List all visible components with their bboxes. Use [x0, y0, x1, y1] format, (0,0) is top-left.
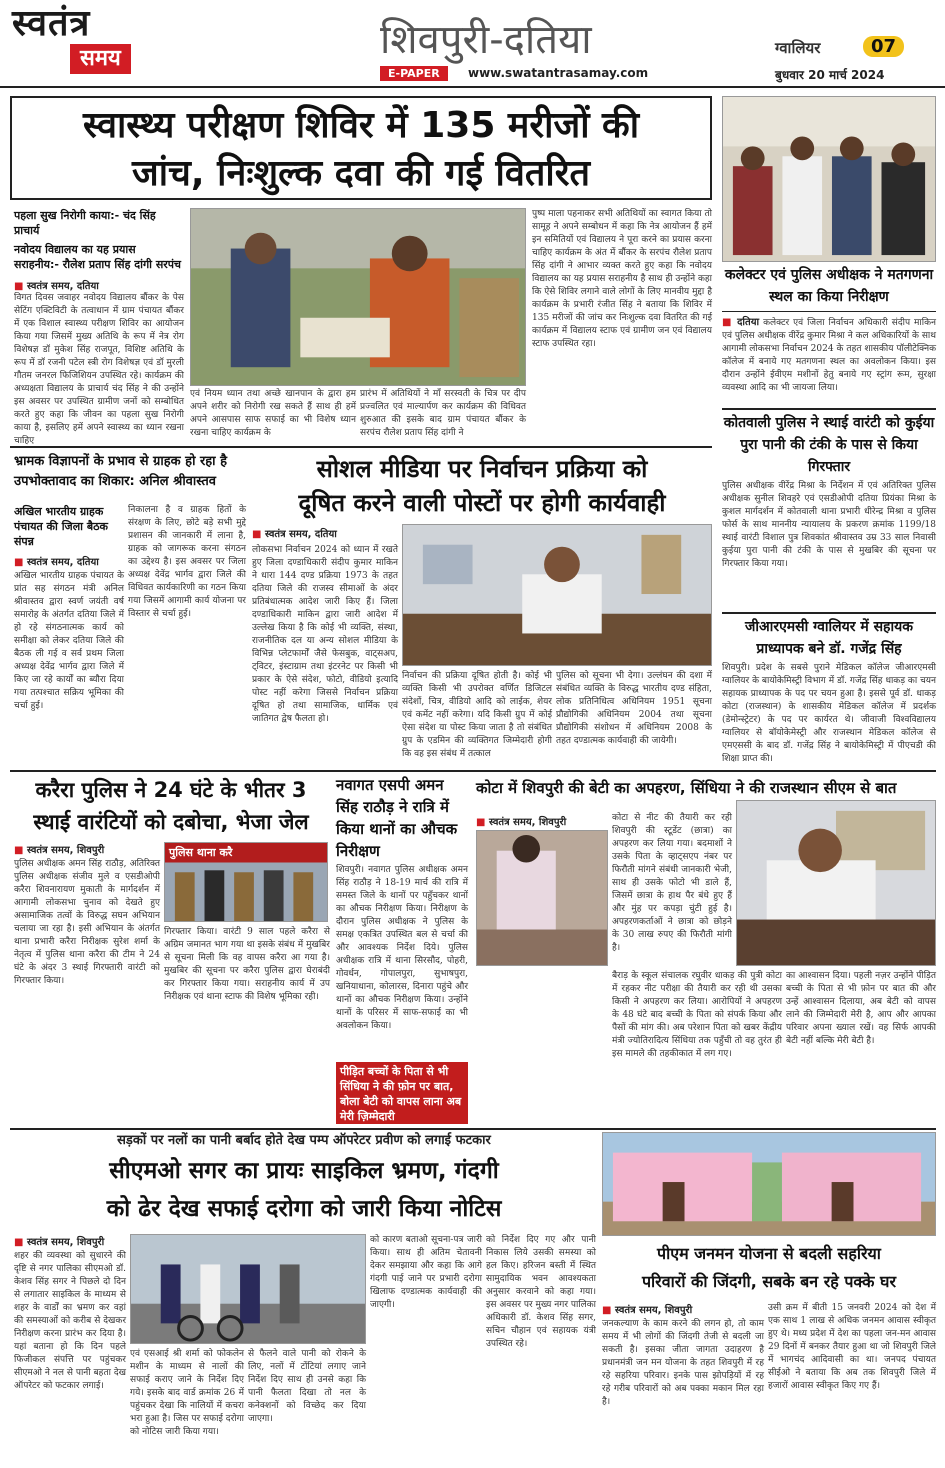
story3-byline: ■ स्वतंत्र समय, दतिया	[252, 526, 392, 540]
story1-subhead2: नवोदय विद्यालय का यह प्रयास सराहनीय:- रौलेश प्रताप सिंह दांगी सरपंच	[14, 243, 182, 271]
masthead	[0, 0, 945, 88]
police-station-sign: पुलिस थाना करै	[169, 846, 233, 859]
site-url[interactable]: www.swatantrasamay.com	[468, 66, 649, 80]
story1-text4: पुष्प माला पहनाकर सभी अतिथियों का स्वागत किया तो सामूह ने अपने सम्बोधन में कहा कि नेत्र आयोजन हैं हमें इन समितियों एवं विद्यालय ने पूरा करने का प्रयास करना चाहिए कार्यक्रम के अंत में बौंकर के सरपंच रौलेश प्रताप सिंह दांगी ने आभार व्यक्त करते हुए कहा कि नवोदय विद्यालय का यह प्रयास सराहनीय है साथ ही उन्होंने कहा कि ऐसे शिविर लगाने वाले लोगों के लिए मानवीय मुद्दा है कार्यक्रम के प्रभारी रंजीत सिंह ने बताया कि शिविर में 135 मरीजों की जांच कर निःशुल्क दवा वितरित की गई कार्यक्रम में विद्यालय स्टाफ एवं ग्रामीण जन एवं विद्यालय स्टाफ उपस्थित रहा।	[532, 209, 712, 349]
story1-text3: प्रारंभ में अतिथियों ने माँ सरस्वती के चित्र पर दीप प्रज्वलित एवं माल्यार्पण कर कार्यक्रम की विधिवत शुरुआत की इसके बाद ग्राम पंचायत बौंकर के सरपंच रौलेश प्रताप सिंह दांगी ने	[360, 389, 526, 438]
story7-headline-line2: को ढेर देख सफाई दरोगा को जारी किया नोटिस	[106, 1196, 502, 1222]
story3-text1: लोकसभा निर्वाचन 2024 को ध्यान में रखते हुए जिला दण्डाधिकारी संदीप कुमार माकिन ने धारा 144 दण्ड प्रक्रिया 1973 के तहत दतिया जिले की राजस्व सीमाओं के अंदर प्रतिबंधात्मक आदेश जारी किए हैं। जिला दण्डाधिकारी माकिन द्वारा जारी आदेश में उल्लेख किया है कि कोई भी व्यक्ति, संस्था, राजनीतिक दल या अन्य सोशल मीडिया के विभिन्न प्लेटफार्मों जैसे फेसबुक, वाट्सअप, ट्विटर, इंस्टाग्राम तथा इंटरनेट पर किसी भी प्रकार के ऐसे संदेश, फोटो, वीडियो इत्यादि पोस्ट नहीं करेगा जिससे निर्वाचन प्रक्रिया दूषित हो तथा सामाजिक, धार्मिक एवं जातिगत द्वेष फैलता हो।	[252, 545, 398, 724]
divider	[722, 612, 936, 614]
kotwali-text: पुलिस अधीक्षक वीरेंद्र मिश्रा के निर्देशन में एवं अतिरिक्त पुलिस अधीक्षक सुनील शिवहरे एवं एसडीओपी दतिया प्रियंका मिश्रा के कुशल मार्गदर्शन में कोतवाली थाना प्रभारी धीरेन्द्र मिश्रा व पुलिस फोर्स के साथ माननीय न्यायालय के प्रकरण क्रमांक 1199/18 स्थाई वारंटी विशाल पुत्र शिवकांत श्रीवास्तव उम्र 33 साल निवासी कुईया पुरा पानी की टंकी के पास से मुखबिर की सूचना पर गिरफ्तार किया गया।	[722, 481, 936, 569]
divider	[10, 1128, 936, 1130]
inspection-byline: ■ दतिया	[722, 317, 759, 328]
story6-photo-victim	[476, 830, 608, 966]
story4-text1: पुलिस अधीक्षक अमन सिंह राठौड़, अतिरिक्त पुलिस अधीक्षक संजीव मुले व एसडीओपी करैरा शिवनारायण मुकाती के मार्गदर्शन में आगामी लोकसभा चुनाव को देखते हुए असामाजिक तत्वों के विरुद्ध सघन अभियान चलाया जा रहा है। इसी अभियान के अंतर्गत थाना प्रभारी करैरा निरीक्षक सुरेश शर्मा के नेतृत्व में पुलिस थाना करैरा की टीम ने 24 घंटे के अंदर 3 स्थाई गिरफ्तारी वारंटी को गिरफ्तार किया।	[14, 859, 160, 986]
pm-janman-houses-photo	[603, 1133, 935, 1235]
story4-headline-box	[12, 774, 330, 840]
grmc-text: शिवपुरी। प्रदेश के सबसे पुराने मेडिकल कॉलेज जीआरएमसी ग्वालियर के बायोकेमिस्ट्री विभाग में डॉ. गजेंद्र सिंह धाकड़ का चयन सहायक प्राध्यापक के पद पर चयन हुआ है। इससे पूर्व डॉ. धाकड़ कोटा (राजस्थान) के शासकीय मेडिकल कॉलेज में प्रदर्शक (डेमोन्स्ट्रेटर) के पद पर कार्यरत थे। जीवाजी विश्वविद्यालय ग्वालियर से बॉयोकेमेस्ट्री और राजस्थान मेडिकल कॉलेज से एमएससी के बाद डॉ. गजेंद्र सिंह ने बायोकेमिस्ट्री में पीएचडी की शिक्षा प्राप्त की।	[722, 663, 936, 764]
city-name: ग्वालियर	[775, 39, 821, 57]
story6-text2: बैराड़ के स्कूल संचालक रघुवीर धाकड़ की पुत्री कोटा में रहकर नीट परीक्षा की तैयारी कर रही थी उसका किसी ने अपहरण कर लिया। आरोपियों ने अपहरण के 48 घंटे बाद बच्ची के पिता को संपर्क किया और पैसों की मांग की। अब परेशान पिता को खबर केंद्रीय मंत्री ज्योतिरादित्य सिंधिया तक पहुँची तो वह तुरंत ही इस मामले की तहकीकात में लग गए।	[612, 971, 782, 1059]
story8-headline-line1: पीएम जनमन योजना से बदली सहरिया	[657, 1244, 881, 1263]
story4-headline-line1: करैरा पुलिस ने 24 घंटे के भीतर 3	[35, 778, 307, 802]
story7-byline: ■ स्वतंत्र समय, शिवपुरी	[14, 1234, 154, 1248]
inspection-photo	[722, 96, 936, 262]
story7-text4: को कारण बताओ सूचना-पत्र जारी किया। साथ ही अतिम चेतावनी देकर समझाया और कहा कि आगे गंदगी पाई जाने पर प्रभारी दरोगा खिलाफ दण्डात्मक कार्यवाही की जाएगी।	[370, 1235, 482, 1310]
story1-text2: एवं नियम ध्यान तथा अच्छे खानपान के द्वारा हम अपने शरीर को निरोगी रख सकते हैं साथ ही हमें अपने आसपास साफ सफाई का भी विशेष ध्यान रखना चाहिए कार्यक्रम के	[190, 389, 356, 438]
health-camp-photo	[191, 209, 525, 385]
story5-red-caption: पीड़ित बच्चों के पिता से भी सिंधिया ने की फ़ोन पर बात, बोला बेटी को वापस लाना अब मेरी ज़िम्मेदारी	[336, 1062, 468, 1124]
inspection-body: कलेक्टर एवं जिला निर्वाचन अधिकारी संदीप माकिन एवं पुलिस अधीक्षक वीरेंद्र कुमार मिश्रा ने कल अधिकारियों के साथ आगामी लोकसभा निर्वाचन 2024 के तहत शासकीय पॉलीटेक्निक कॉलेज में बनाये गए मतगणना स्थल का अवलोकन किया। इस दौरान उन्होंने ईवीएम मशीनों हेतु बनाये गए स्ट्रांग रूम, सुरक्षा व्यवस्था आदि का भी जायजा लिया।	[722, 318, 936, 393]
story7-text2: एवं एसआई श्री शर्मा को फोकलेन मशीन के माध्यम से नालों की सफाई कराए जाने के निर्देश दिए गये। इसके बाद वार्ड क्रमांक 26 में पहुंचकर देखा कि नालियों में कचरा भरा हुआ है। जिस पर सफाई दरोगा को नोटिस जारी किया गया।	[130, 1349, 244, 1437]
divider	[10, 770, 936, 772]
story4-text2: गिरफ्तार किया। वारंटी 9 साल पहले करैरा से अग्रिम जमानत भाग गया था इसके संबंध में मुखबिर से सूचना मिली कि वह वापस करैरा आ गया है। मुखबिर की सूचना पर करैरा पुलिस द्वारा घेराबंदी कर गिरफ्तार किया गया। सराहनीय कार्य में उप निरीक्षक एवं थाना स्टाफ की विशेष भूमिका रही।	[164, 927, 330, 1002]
story8-headline-line2: परिवारों की जिंदगी, सबके बन रहे पक्के घर	[641, 1272, 897, 1291]
minister-phone-photo	[737, 801, 935, 965]
story1-byline: ■ स्वतंत्र समय, दतिया	[14, 278, 184, 292]
story4-headline-line2: स्थाई वारंटियों को दबोचा, भेजा जेल	[33, 810, 309, 834]
story1-subhead1: पहला सुख निरोगी काया:- चंद सिंह प्राचार्य	[14, 209, 156, 237]
story2-subhead: अखिल भारतीय ग्राहक पंचायत की जिला बैठक संपन्न	[14, 505, 108, 548]
story8-photo	[602, 1132, 936, 1236]
divider	[722, 311, 936, 312]
victim-photo	[477, 831, 607, 965]
grmc-headline: जीआरएमसी ग्वालियर में सहायक प्राध्यापक बने डॉ. गजेंद्र सिंह	[745, 619, 913, 657]
story6-headline: कोटा में शिवपुरी की बेटी का अपहरण, सिंधिया ने की राजस्थान सीएम से बात	[476, 779, 897, 797]
story1-subheads	[14, 208, 184, 292]
epaper-label: E-PAPER	[380, 66, 448, 81]
story6-text1: कोटा से नीट की तैयारी कर रही शिवपुरी की स्टूडेंट (छात्रा) का अपहरण कर लिया गया। बदमाशों ने उसके पिता के व्हाट्सएप नंबर पर फिरौती मांगने संबंधी जानकारी भेजी, साथ ही उसके फोटो भी डाले हैं, जिसमें छात्रा के हाथ पैर बंधे हुए हैं और मुंह पर कपड़ा चुंटी हुई है। अपहरणकर्ताओं ने छात्रा को छोड़ने के 30 लाख रुपए की फिरौती मांगी है।	[612, 813, 732, 953]
story6-photo-minister	[736, 800, 936, 966]
kotwali-headline: कोतवाली पुलिस ने स्थाई वारंटी को कुईया पुरा पानी की टंकी के पास से किया गिरफ्तार	[723, 415, 935, 475]
story1-photo	[190, 208, 526, 386]
inspection-caption: कलेक्टर एवं पुलिस अधीक्षक ने मतगणना स्थल का किया निरीक्षण	[724, 267, 934, 305]
story7-text5: को निर्देश दिए गए और पानी निकास लिये उसकी समस्या को हल किए। हरिजन बस्ती में स्थित सामुदायिक भवन आवश्यकता अनुसार करवाने को कहा गया। इस अवसर पर मुख्य नगर पालिका अधिकारी डॉ. केशव सिंह सगर, सचिन चौहान एवं सहायक यंत्री उपस्थित रहे।	[486, 1235, 596, 1349]
story2-headline: भ्रामक विज्ञापनों के प्रभाव से ग्राहक हो रहा है उपभोक्तावाद का शिकार: अनिल श्रीवास्तव	[14, 454, 227, 489]
story1-text1: विगत दिवस जवाहर नवोदय विद्यालय बौंकर के पेस सेटिंग एक्टिविटी के तत्वाधान में ग्राम पंचायत बौंकर में एक विशाल स्वास्थ्य परीक्षण शिविर का आयोजन किया गया जिसमें मुख्य अतिथि के रूप में नेत्र रोग विशेषज्ञ डॉ मुकेश सिंह राजपूत, विशिष्ट अतिथि के रूप में डॉ रजनी पटेल स्त्री रोग विशेषज्ञ एवं डॉ मुरली गौतम जनरल फिजिशियन उपस्थित रहे। कार्यक्रम की अध्यक्षता विद्यालय के प्राचार्य चंद सिंह ने की उन्होंने इस अवसर पर उपस्थित ग्रामीण जनों को सम्बोधित करते हुए कहा कि जीवन का पहला सुख निरोगी काया है, इसलिए हमें अपने स्वास्थ्य का ध्यान रखना चाहिए	[14, 293, 184, 446]
story4-byline: ■ स्वतंत्र समय, शिवपुरी	[14, 842, 154, 856]
story7-headline-line1: सीएमओ सगर का प्रायः साइकिल भ्रमण, गंदगी	[109, 1158, 499, 1184]
story8-headline-box	[602, 1240, 936, 1300]
story5-text1: शिवपुरी। नवागत पुलिस अधीक्षक अमन सिंह राठौड़ ने 18-19 मार्च की रात्रि में समस्त जिले के थानों पर पहुँचकर थानों का औचक निरीक्षण किया। निरीक्षण के दौरान पुलिस अधीक्षक ने पुलिस के समक्ष एकत्रित उपस्थित बल से चर्चा की और आवश्यक निर्देश दिये। पुलिस अधीक्षक रात्रि में थाना सिरसौद, पोहरी, गोवर्धन, गोपालपुरा, सुभाषपुरा, खनियाधाना, कोलारस, दिनारा पहुंचे और थानों का औचक निरीक्षण किया। उन्होंने थानों के परिसर में साफ-सफाई का भी अवलोकन किया।	[336, 865, 468, 1031]
story6-byline: ■ स्वतंत्र समय, शिवपुरी	[476, 814, 606, 828]
story5-headline: नवागत एसपी अमन सिंह राठौड़ ने रात्रि में किया थानों का औचक निरीक्षण	[336, 776, 458, 860]
story7-photo	[130, 1234, 366, 1344]
inspection-text	[722, 316, 936, 406]
divider	[10, 446, 712, 448]
edition-title: शिवपुरी-दतिया	[380, 17, 592, 63]
story7-text1: शहर की व्यवस्था को सुधारने की दृष्टि से नगर पालिका सीएमओ डॉ. केशव सिंह सगर ने पिछले दो दिन से लगातार साइकिल के माध्यम से शहर के वार्डों का भ्रमण कर वहां की समस्याओं को करीब से देखकर निरीक्षण करना प्रारंभ कर दिया है। यहां बताना हो कि दिन पहले फिजीकल संपत्ति पर पहुंचकर सीएमओ ने नल से पानी बहता देख ऑपरेटर को फटकार लगाई।	[14, 1251, 126, 1391]
story3-text2: निर्वाचन की प्रक्रिया दूषित होती है। कोई भी व्यक्ति किसी भी उपरोक्त वर्णित डिजिटल संदेशों, चित्र, वीडियो आदि को लाईक, शेयर एवं कमेंट नहीं करेगा। यदि किसी ग्रुप में कोई ऐसा संदेश या पोस्ट किया जाता है तो संबंधित ग्रुप के एडमिन की व्यक्तिगत जिम्मेदारी होगी कि वह इस संबंध में तत्काल	[402, 671, 552, 759]
story8-text2: उसी क्रम में बीती 15 जनवरी 2024 को देश में एक साथ 1 लाख से अधिक जनमन आवास स्वीकृत हुए थे। मध्य प्रदेश में देश का पहला जन-मन आवास 29 दिनों में बनकर तैयार हुआ था जो शिवपुरी जिले में भागचंद आदिवासी का था। जनपद पंचायत सीईओ ने बताया कि अब तक शिवपुरी जिले में हजारों आवास स्वीकृत किए गए हैं।	[768, 1303, 936, 1391]
story1-headline-line1: स्वास्थ्य परीक्षण शिविर में 135 मरीजों की	[82, 105, 640, 146]
city-page-box	[775, 36, 935, 60]
story2-text1: अखिल भारतीय ग्राहक पंचायत के प्रांत सह संगठन मंत्री अनिल श्रीवास्तव द्वारा स्वर्ण जयंती वर्ष समारोह के अंतर्गत दतिया जिले में हो रहे संगठनात्मक कार्य को समीक्षा को लेकर दतिया जिले की बैठक ली गई व सर्व प्रथम जिला अध्यक्ष देवेंद्र भार्गव द्वारा जिले में किए जा रहे कार्यों का ब्यौरा दिया गया तत्पश्चात सक्रिय भूमिका की चर्चा हुई।	[14, 571, 124, 711]
story6-text3: का आश्वासन दिया। पहली नज़र उन्होंने पीड़ित बच्ची के पिता से भी फ़ोन पर बात की और उन्हें आश्वासन दिलाया, अब बेटी को वापस लाने की जिम्मेदारी मेरी है, आप और आपका परिवार अपना ख्याल रखें। वह सिर्फ आपकी बेटी नहीं बल्कि मेरी बेटी है।	[786, 971, 936, 1046]
official-portrait-photo	[403, 525, 711, 665]
story3-headline-line2: दूषित करने वाली पोस्टों पर होगी कार्यवाही	[298, 489, 666, 517]
story2-byline: ■ स्वतंत्र समय, दतिया	[14, 554, 124, 568]
cmo-cycle-photo	[131, 1235, 365, 1343]
story3-photo	[402, 524, 712, 666]
story4-photo	[164, 842, 328, 922]
logo-line1: स्वतंत्र	[12, 3, 91, 44]
page-number: 07	[863, 36, 904, 57]
story7-headline-box	[14, 1152, 594, 1232]
newspaper-logo	[12, 4, 162, 82]
story1-headline-box	[10, 96, 712, 200]
epaper-bar	[380, 66, 720, 84]
issue-date: बुधवार 20 मार्च 2024	[775, 68, 885, 82]
logo-line2: समय	[70, 44, 131, 74]
story3-text3: पुलिस को सूचना भी देगा। उल्लंघन की दशा में संबंधित व्यक्ति के विरुद्ध भारतीय दण्ड संहिता, लोक प्रतिनिधित्व अधिनियम 1951 सूचना प्रौद्योगिकी अधिनियम 2004 तथा सूचना प्रौद्योगिकी संशोधन में अधिनियम 2008 के तहत दण्डात्मक कार्यवाही की जायेगी।	[556, 671, 712, 746]
story2-text2: निकालना है व ग्राहक हितों के संरक्षण के लिए, छोटे बड़े सभी मुद्दे प्रशासन की जानकारी में लाना है, ग्राहक को जागरूक करना संगठन का उद्देश्य है। इस अवसर पर जिला अध्यक्ष देवेंद्र भार्गव द्वारा जिले की विधिवत कार्यकारिणी का गठन किया गया जिसमें आगामी कार्य योजना पर विस्तार से चर्चा हुई।	[128, 505, 246, 619]
story1-headline-line2: जांच, निःशुल्क दवा की गई वितरित	[132, 153, 590, 194]
inspection-photo-image	[723, 97, 935, 261]
story8-byline: ■ स्वतंत्र समय, शिवपुरी	[602, 1302, 762, 1316]
story3-headline-box	[252, 452, 712, 522]
story7-text3: से फैलने वाले पानी को रोकने के लिए, नलों में टोंटियां लगाए जाने निर्देश दिए साथ ही उनसे कहा कि पानी फैलता दिखा तो नल के कनेक्शनों को विच्छेद कर दिया जाएगा।	[248, 1349, 366, 1424]
story7-kicker: सड़कों पर नलों का पानी बर्बाद होते देख पम्प ऑपरेटर प्रवीण को लगाई फटकार	[117, 1133, 491, 1148]
story3-headline-line1: सोशल मीडिया पर निर्वाचन प्रक्रिया को	[316, 455, 648, 483]
story8-text1: जनकल्याण के काम करने की लगन हो, तो काम समय में भी लोगों की जिंदगी तेजी से बदली जा सकती है। इसका जीता जागता उदाहरण है प्रधानमंत्री जन मन योजना के तहत शिवपुरी में रह रहे सहरिया परिवार। इनके पास झोपड़ियों में रह रहे गरीब परिवारों को अब पक्का मकान मिल रहा है।	[602, 1319, 764, 1407]
divider	[722, 408, 936, 410]
